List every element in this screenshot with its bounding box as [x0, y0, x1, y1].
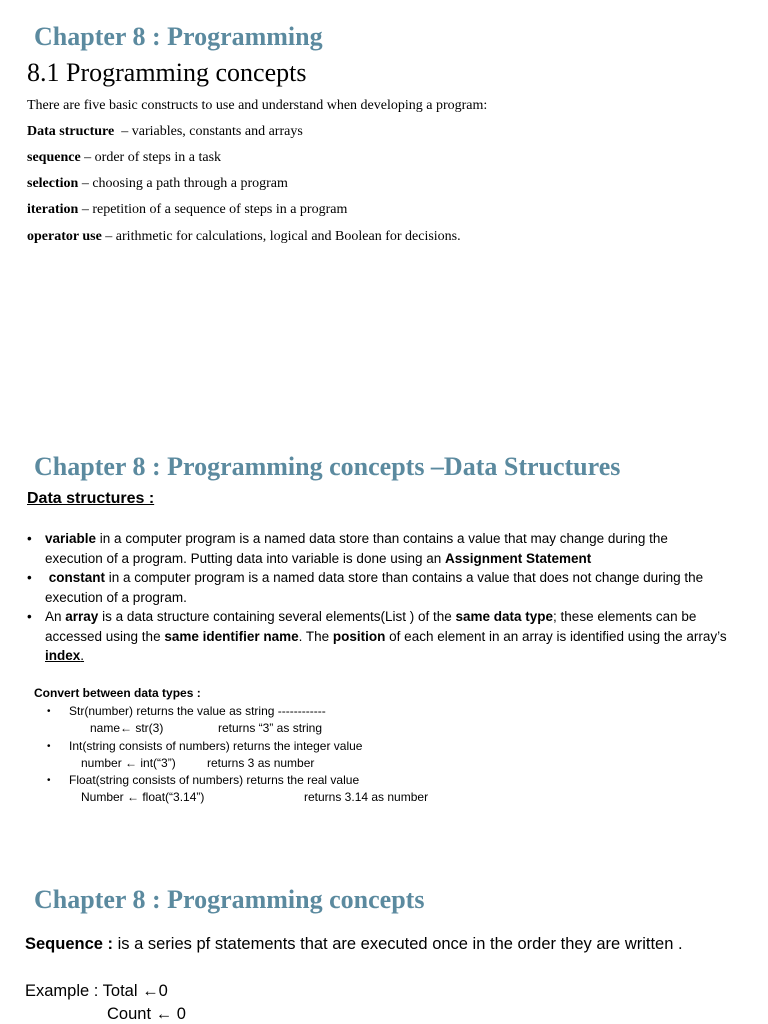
term-variable: variable — [45, 531, 97, 546]
construct-sequence — [27, 150, 221, 166]
conversion-result: returns 3 as number — [207, 755, 315, 770]
bullet-icon: • — [27, 609, 32, 624]
variable-desc: in a computer program is a named data store than contains a value that may change during the execution of a program. Putting data into variable is done using an — [45, 531, 668, 566]
conversion-item — [47, 738, 727, 755]
example-value: 0 — [158, 982, 168, 1000]
convert-heading: Convert between data types : — [34, 686, 201, 700]
construct-term: selection — [27, 176, 79, 191]
conversion-desc: Str(number) returns the value as string ------------ — [69, 704, 326, 718]
left-arrow-icon: ← — [142, 982, 159, 1000]
construct-selection — [27, 176, 288, 192]
count-line — [107, 1005, 186, 1024]
construct-operator-use — [27, 229, 461, 245]
term-same-identifier-name: same identifier name — [164, 628, 299, 644]
construct-term: iteration — [27, 202, 79, 217]
term-sequence: Sequence : — [25, 935, 114, 953]
left-arrow-icon: ← — [155, 1005, 173, 1023]
conversion-code: number ← int(“3”) — [81, 755, 176, 770]
data-structures-list — [27, 529, 727, 666]
array-text: . — [80, 648, 85, 663]
construct-desc: – variables, constants and arrays — [114, 124, 303, 139]
bullet-array — [27, 607, 727, 666]
construct-term: Data structure — [27, 124, 115, 139]
construct-desc: – order of steps in a task — [80, 150, 222, 165]
term-array: array — [65, 609, 99, 624]
construct-desc: – choosing a path through a program — [78, 176, 288, 191]
count-label: Count — [107, 1005, 156, 1023]
construct-term: sequence — [27, 150, 81, 165]
bullet-icon: • — [47, 740, 51, 752]
conversion-example — [47, 789, 727, 806]
bullet-constant — [27, 568, 727, 607]
construct-desc: – arithmetic for calculations, logical and Boolean for decisions. — [101, 229, 461, 244]
section-title: 8.1 Programming concepts — [27, 58, 307, 87]
sequence-definition — [25, 935, 683, 954]
constant-desc: in a computer program is a named data store than contains a value that does not change during the execution of a program. — [45, 570, 704, 605]
bullet-variable — [27, 529, 727, 568]
bullet-icon: • — [27, 531, 32, 546]
conversion-result: returns 3.14 as number — [304, 790, 429, 805]
conversion-code: Number ← float(“3.14”) — [81, 790, 205, 805]
bullet-icon: • — [47, 775, 51, 787]
term-constant: constant — [48, 570, 106, 585]
conversion-example — [47, 720, 727, 737]
example-line — [25, 982, 168, 1001]
conversion-desc: Int(string consists of numbers) returns the integer value — [69, 738, 363, 753]
term-same-data-type: same data type — [455, 609, 554, 624]
array-text: An — [45, 609, 66, 624]
intro-text: There are five basic constructs to use and understand when developing a program: — [27, 98, 488, 113]
conversion-code: name← str(3) — [90, 721, 164, 736]
conversion-item — [47, 703, 727, 720]
conversion-list — [47, 703, 727, 807]
term-index: index — [45, 648, 81, 663]
term-position: position — [332, 628, 386, 644]
bullet-icon: • — [27, 570, 32, 585]
chapter-title-3: Chapter 8 : Programming concepts — [34, 885, 425, 914]
array-text: is a data structure containing several elements(List ) of the — [98, 609, 456, 624]
construct-data-structure — [27, 124, 303, 140]
array-text: of each element in an array is identified using the array’s — [385, 628, 727, 644]
sequence-desc: is a series pf statements that are executed once in the order they are written . — [113, 935, 683, 953]
conversion-item — [47, 772, 727, 789]
count-value: 0 — [172, 1005, 186, 1023]
bullet-icon: • — [47, 706, 51, 717]
chapter-title-1: Chapter 8 : Programming — [34, 22, 323, 51]
example-label: Example : Total — [25, 982, 143, 1000]
conversion-result: returns “3” as string — [218, 721, 323, 736]
construct-iteration — [27, 202, 347, 218]
data-structures-heading: Data structures : — [27, 490, 155, 507]
construct-term: operator use — [27, 229, 102, 244]
array-text: . The — [298, 628, 333, 644]
conversion-example — [47, 755, 727, 772]
chapter-title-2: Chapter 8 : Programming concepts –Data Structures — [34, 452, 621, 481]
construct-desc: – repetition of a sequence of steps in a program — [78, 202, 348, 217]
term-assignment-statement: Assignment Statement — [445, 550, 592, 566]
conversion-desc: Float(string consists of numbers) returns the real value — [69, 773, 360, 788]
array-text: ; these elements can be accessed using the — [45, 609, 697, 644]
